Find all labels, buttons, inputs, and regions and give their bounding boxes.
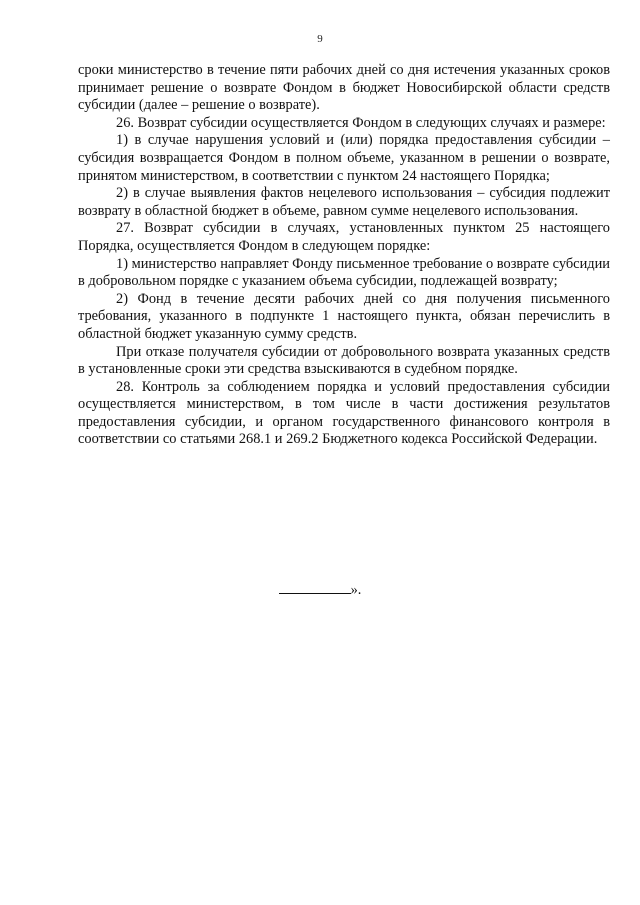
closing-mark (0, 579, 640, 599)
closing-quote: ». (350, 582, 362, 598)
paragraph-item-26: 26. Возврат субсидии осуществляется Фондом в следующих случаях и размере: (116, 114, 606, 131)
page-number: 9 (317, 33, 323, 45)
paragraph-item-27: 27. Возврат субсидии в случаях, установленных пунктом 25 настоящего Порядка, осуществляется Фондом в следующем порядке: (78, 220, 610, 254)
closing-underline (279, 579, 351, 594)
paragraph-item-27-sub-2: 2) Фонд в течение десяти рабочих дней со дня получения письменного требования, указанного в подпункте 1 настоящего пункта, обязан перечислить в областной бюджет указанную сумму средств. (78, 290, 610, 342)
paragraph-item-26-sub-2: 2) в случае выявления фактов нецелевого использования – субсидия подлежит возврату в областной бюджет в объеме, равном сумме нецелевого использования. (78, 185, 610, 219)
paragraph-item-26-sub-1: 1) в случае нарушения условий и (или) порядка предоставления субсидии – субсидия возвращается Фондом в полном объеме, указанном в решении о возврате, принятом министерством, в соответствии с пунктом 24 настоящего Порядка; (78, 132, 610, 184)
paragraph-refusal: При отказе получателя субсидии от добровольного возврата указанных средств в установленные сроки эти средства взыскиваются в судебном порядке. (78, 343, 610, 378)
paragraph-item-28: 28. Контроль за соблюдением порядка и условий предоставления субсидии осуществляется министерством, в том числе в части достижения результатов предоставления субсидии, и органом государственного финансового контроля в соответствии со статьями 268.1 и 269.2 Бюджетного кодекса Российской Федерации. (78, 378, 610, 448)
document-body (78, 62, 610, 449)
paragraph-continuation: сроки министерство в течение пяти рабочих дней со дня истечения указанных сроков принимает решение о возврате Фондом в бюджет Новосибирской области средств субсидии (далее – решение о возврате). (78, 62, 610, 114)
paragraph-item-27-sub-1: 1) министерство направляет Фонду письменное требование о возврате субсидии в добровольном порядке с указанием объема субсидии, подлежащей возврату; (78, 255, 610, 290)
